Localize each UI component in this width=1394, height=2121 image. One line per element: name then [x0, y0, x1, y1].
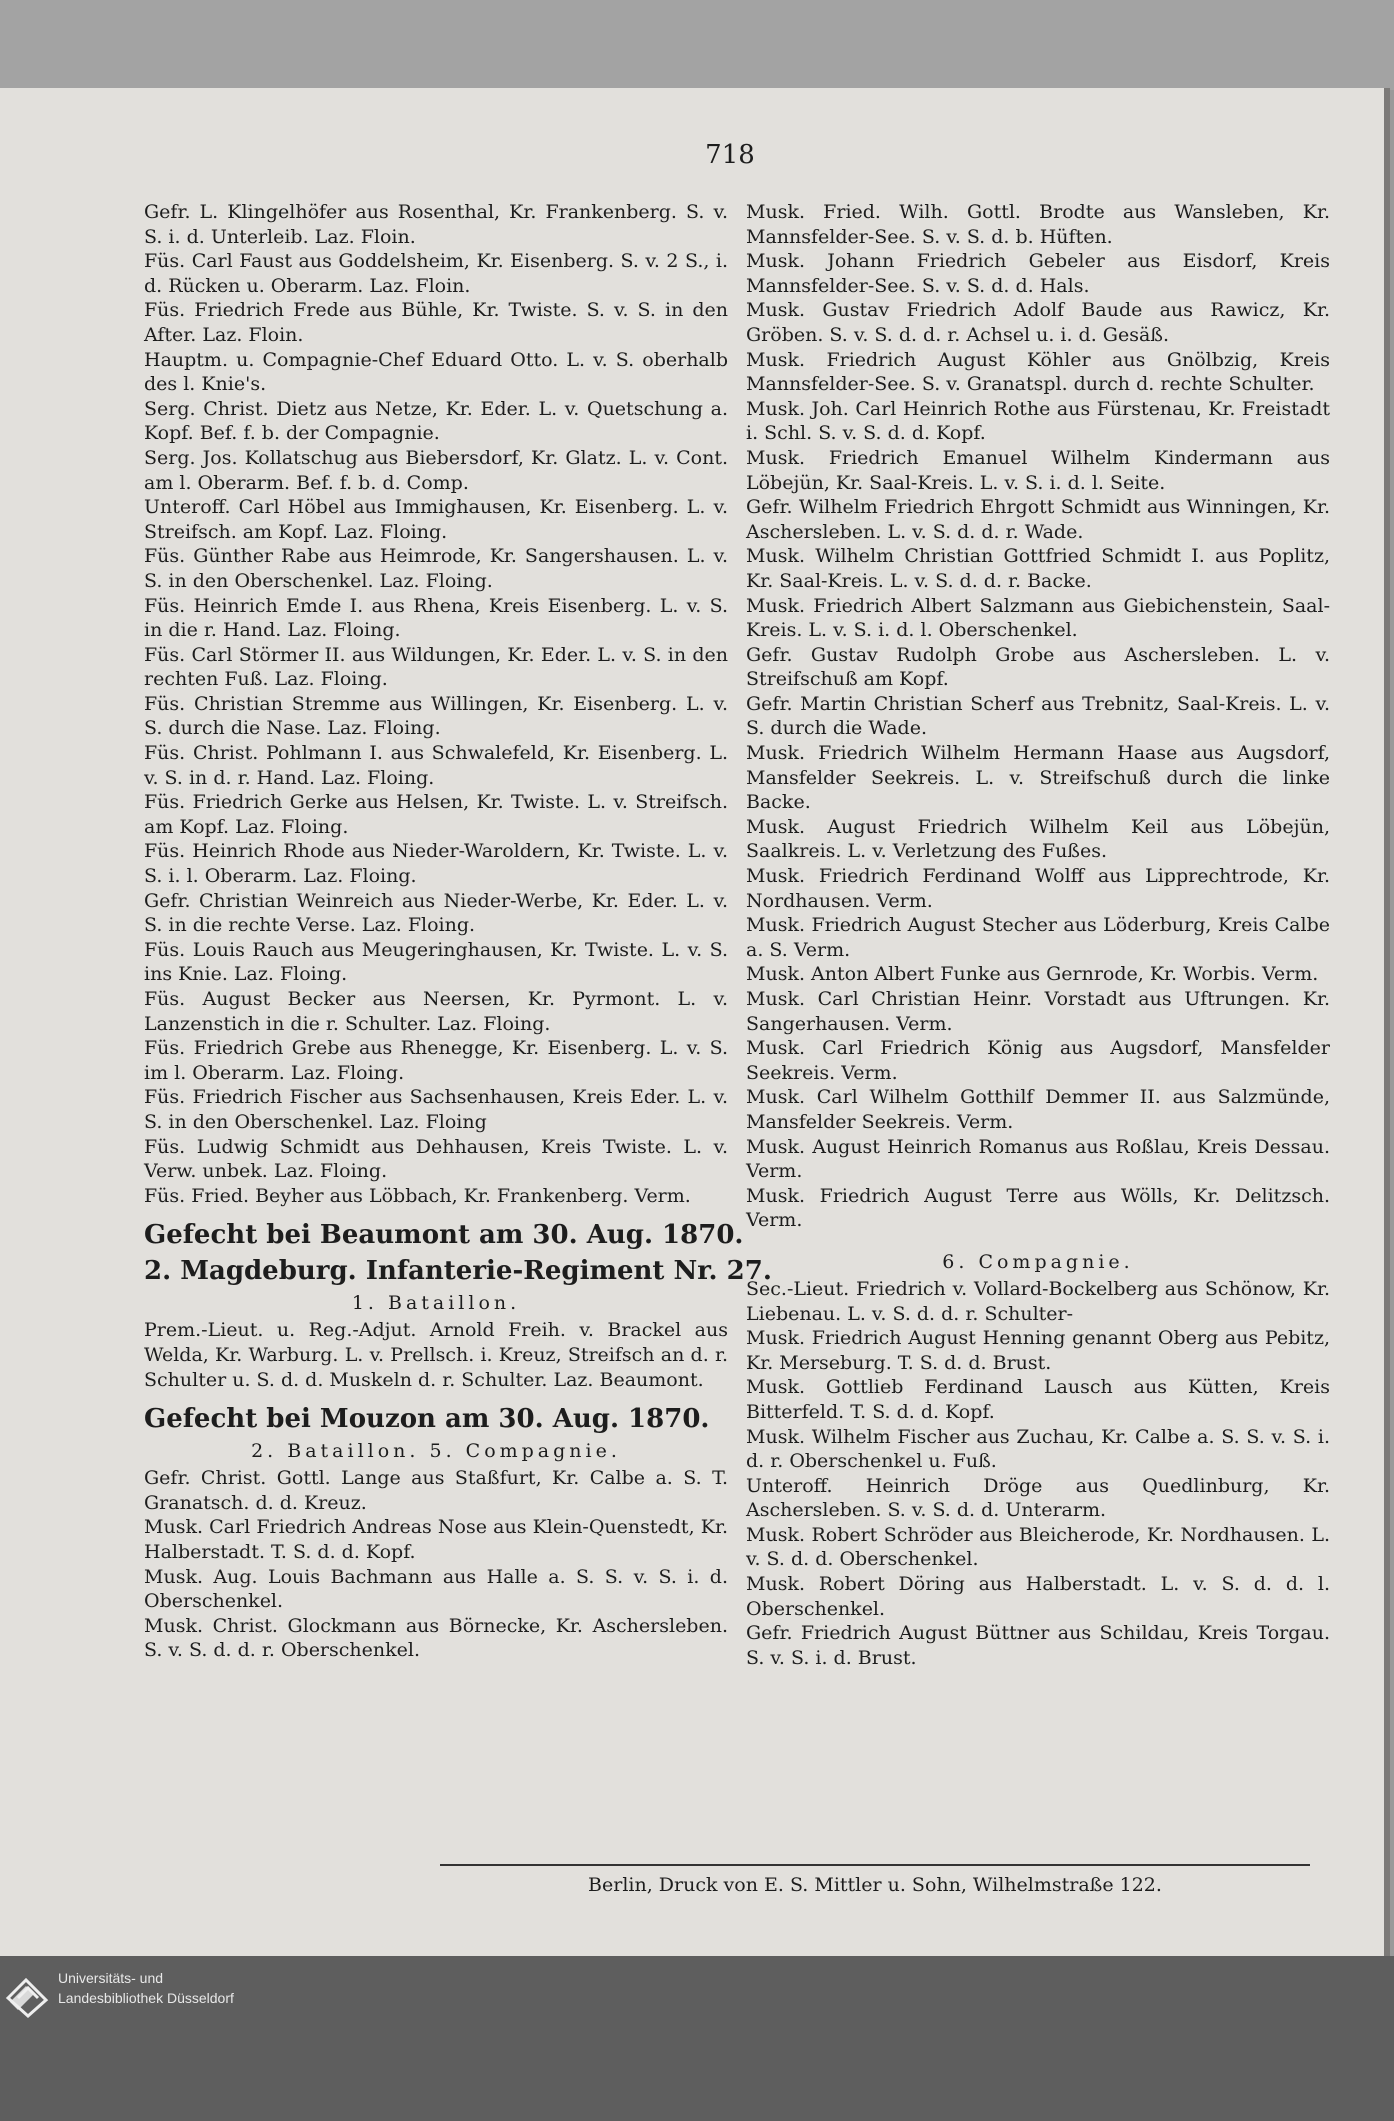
- casualty-entry: Füs. Ludwig Schmidt aus Dehhausen, Kreis Twiste. L. v. Verw. unbek. Laz. Floing.: [144, 1135, 728, 1183]
- casualty-entry: Musk. August Friedrich Wilhelm Keil aus Löbejün, Saalkreis. L. v. Verletzung des Fußes.: [746, 815, 1330, 863]
- casualty-entry: Gefr. Christian Weinreich aus Nieder-Werbe, Kr. Eder. L. v. S. in die rechte Verse. Laz. Floing.: [144, 889, 728, 937]
- casualty-entry: Unteroff. Carl Höbel aus Immighausen, Kr. Eisenberg. L. v. Streifsch. am Kopf. Laz. Floing.: [144, 496, 728, 543]
- casualty-entry: Füs. Friedrich Frede aus Bühle, Kr. Twiste. S. v. S. in den After. Laz. Floin.: [144, 299, 728, 346]
- casualty-entry: Serg. Christ. Dietz aus Netze, Kr. Eder. L. v. Quetschung a. Kopf. Bef. f. b. der Compagnie.: [144, 397, 728, 445]
- casualty-entry: Füs. Friedrich Gerke aus Helsen, Kr. Twiste. L. v. Streifsch. am Kopf. Laz. Floing.: [144, 791, 728, 838]
- page-number: 718: [705, 140, 755, 170]
- casualty-entry: Musk. Friedrich August Stecher aus Löderburg, Kreis Calbe a. S. Verm.: [746, 914, 1330, 961]
- casualty-entry: Hauptm. u. Compagnie-Chef Eduard Otto. L. v. S. oberhalb des l. Knie's.: [144, 348, 728, 396]
- casualty-entry: Füs. Günther Rabe aus Heimrode, Kr. Sangershausen. L. v. S. in den Oberschenkel. Laz. Floing.: [144, 545, 728, 592]
- casualty-entry: Musk. Friedrich Ferdinand Wolff aus Lipprechtrode, Kr. Nordhausen. Verm.: [746, 865, 1330, 912]
- casualty-entry: Füs. Heinrich Rhode aus Nieder-Waroldern, Kr. Twiste. L. v. S. i. l. Oberarm. Laz. Floing.: [144, 840, 728, 888]
- left-column: [144, 200, 772, 1663]
- left-entries-c: [144, 1466, 728, 1663]
- casualty-entry: Musk. Carl Friedrich Andreas Nose aus Klein-Quenstedt, Kr. Halberstadt. T. S. d. d. Kopf.: [144, 1516, 728, 1563]
- casualty-entry: Gefr. Friedrich August Büttner aus Schildau, Kreis Torgau. S. v. S. i. d. Brust.: [746, 1622, 1330, 1669]
- casualty-entry: Musk. Friedrich Emanuel Wilhelm Kindermann aus Löbejün, Kr. Saal-Kreis. L. v. S. i. d. l. Seite.: [746, 446, 1330, 494]
- casualty-entry: Musk. Carl Friedrich König aus Augsdorf, Mansfelder Seekreis. Verm.: [746, 1037, 1330, 1084]
- casualty-entry: Sec.-Lieut. Friedrich v. Vollard-Bockelberg aus Schönow, Kr. Liebenau. L. v. S. d. d. r. Schulter-: [746, 1277, 1330, 1325]
- casualty-entry: Musk. Johann Friedrich Gebeler aus Eisdorf, Kreis Mannsfelder-See. S. v. S. d. d. Hals.: [746, 250, 1330, 297]
- heading-regiment: 2. Magdeburg. Infanterie-Regiment Nr. 27.: [144, 1256, 772, 1287]
- casualty-entry: Musk. Anton Albert Funke aus Gernrode, Kr. Worbis. Verm.: [746, 963, 1319, 986]
- casualty-entry: Füs. Fried. Beyher aus Löbbach, Kr. Frankenberg. Verm.: [144, 1184, 691, 1207]
- footer-rule: [440, 1864, 1310, 1866]
- subheading-bataillon-1: 1. Bataillon.: [351, 1292, 521, 1315]
- library-name-line2: Landesbibliothek Düsseldorf: [58, 1990, 234, 2006]
- casualty-entry: Musk. Joh. Carl Heinrich Rothe aus Fürstenau, Kr. Freistadt i. Schl. S. v. S. d. d. Kopf.: [746, 397, 1330, 445]
- casualty-entry: Musk. Friedrich Albert Salzmann aus Giebichenstein, Saal-Kreis. L. v. S. i. d. l. Oberschenkel.: [746, 594, 1330, 642]
- casualty-entry: Gefr. L. Klingelhöfer aus Rosenthal, Kr. Frankenberg. S. v. S. i. d. Unterleib. Laz. Floin.: [144, 201, 728, 248]
- right-column: [746, 200, 1330, 1670]
- scan-bottom-band: [0, 1956, 1394, 2121]
- imprint-line: Berlin, Druck von E. S. Mittler u. Sohn, Wilhelmstraße 122.: [588, 1874, 1162, 1896]
- heading-beaumont: Gefecht bei Beaumont am 30. Aug. 1870.: [144, 1220, 744, 1251]
- casualty-entry: Gefr. Christ. Gottl. Lange aus Staßfurt, Kr. Calbe a. S. T. Granatsch. d. d. Kreuz.: [144, 1467, 728, 1514]
- library-name-line1: Universitäts- und: [58, 1970, 164, 1986]
- left-entries-a: [144, 200, 728, 1208]
- casualty-entry: Musk. Friedrich August Köhler aus Gnölbzig, Kreis Mannsfelder-See. S. v. Granatspl. durch d. rechte Schulter.: [746, 348, 1330, 396]
- casualty-entry: Musk. Friedrich August Terre aus Wölls, Kr. Delitzsch. Verm.: [746, 1184, 1330, 1232]
- subheading-compagnie-6: 6. Compagnie.: [942, 1250, 1134, 1273]
- subheading-bataillon-2: 2. Bataillon. 5. Compagnie.: [251, 1440, 621, 1463]
- casualty-entry: Füs. Heinrich Emde I. aus Rhena, Kreis Eisenberg. L. v. S. in die r. Hand. Laz. Floing.: [144, 594, 728, 642]
- casualty-entry: Musk. Carl Christian Heinr. Vorstadt aus Uftrungen. Kr. Sangerhausen. Verm.: [746, 988, 1330, 1035]
- casualty-entry: Musk. Friedrich Wilhelm Hermann Haase aus Augsdorf, Mansfelder Seekreis. L. v. Streifschuß durch die linke Backe.: [746, 742, 1330, 814]
- casualty-entry: Prem.-Lieut. u. Reg.-Adjut. Arnold Freih. v. Brackel aus Welda, Kr. Warburg. L. v. Prellsch. i. Kreuz, Streifsch an d. r. Schulter u. S. d. d. Muskeln d. r. Schulter. Laz. Beaumont.: [144, 1319, 728, 1391]
- casualty-entry: Musk. August Heinrich Romanus aus Roßlau, Kreis Dessau. Verm.: [746, 1135, 1330, 1183]
- casualty-entry: Füs. Carl Störmer II. aus Wildungen, Kr. Eder. L. v. S. in den rechten Fuß. Laz. Floing.: [144, 643, 728, 691]
- casualty-entry: Musk. Gustav Friedrich Adolf Baude aus Rawicz, Kr. Gröben. S. v. S. d. d. r. Achsel u. i. d. Gesäß.: [746, 299, 1330, 346]
- casualty-entry: Füs. Christian Stremme aus Willingen, Kr. Eisenberg. L. v. S. durch die Nase. Laz. Floing.: [144, 692, 728, 740]
- casualty-entry: Musk. Friedrich August Henning genannt Oberg aus Pebitz, Kr. Merseburg. T. S. d. d. Brust.: [746, 1327, 1330, 1374]
- casualty-entry: Musk. Robert Döring aus Halberstadt. L. v. S. d. d. l. Oberschenkel.: [746, 1573, 1330, 1620]
- casualty-entry: Musk. Wilhelm Fischer aus Zuchau, Kr. Calbe a. S. S. v. S. i. d. r. Oberschenkel u. Fuß.: [746, 1425, 1330, 1473]
- casualty-entry: Gefr. Wilhelm Friedrich Ehrgott Schmidt aus Winningen, Kr. Aschersleben. L. v. S. d. d. r. Wade.: [746, 496, 1330, 543]
- casualty-entry: Musk. Gottlieb Ferdinand Lausch aus Kütten, Kreis Bitterfeld. T. S. d. d. Kopf.: [746, 1376, 1330, 1423]
- right-entries-a: [746, 200, 1330, 1233]
- casualty-entry: Musk. Carl Wilhelm Gotthilf Demmer II. aus Salzmünde, Mansfelder Seekreis. Verm.: [746, 1086, 1330, 1133]
- left-entries-b: [144, 1318, 728, 1392]
- heading-mouzon: Gefecht bei Mouzon am 30. Aug. 1870.: [144, 1404, 710, 1435]
- ulb-logo-icon: [4, 1972, 52, 2018]
- casualty-entry: Musk. Wilhelm Christian Gottfried Schmidt I. aus Poplitz, Kr. Saal-Kreis. L. v. S. d. d. r. Backe.: [746, 545, 1330, 592]
- casualty-entry: Füs. Carl Faust aus Goddelsheim, Kr. Eisenberg. S. v. 2 S., i. d. Rücken u. Oberarm. Laz. Floin.: [144, 250, 728, 297]
- right-entries-b: [746, 1277, 1330, 1671]
- document-page: [0, 88, 1390, 1956]
- casualty-entry: Füs. August Becker aus Neersen, Kr. Pyrmont. L. v. Lanzenstich in die r. Schulter. Laz. Floing.: [144, 988, 728, 1035]
- casualty-entry: Musk. Robert Schröder aus Bleicherode, Kr. Nordhausen. L. v. S. d. d. Oberschenkel.: [746, 1523, 1330, 1571]
- casualty-entry: Musk. Aug. Louis Bachmann aus Halle a. S. S. v. S. i. d. Oberschenkel.: [144, 1565, 728, 1613]
- casualty-entry: Musk. Christ. Glockmann aus Börnecke, Kr. Aschersleben. S. v. S. d. d. r. Oberschenkel.: [144, 1614, 728, 1662]
- casualty-entry: Unteroff. Heinrich Dröge aus Quedlinburg, Kr. Aschersleben. S. v. S. d. d. Unterarm.: [746, 1474, 1330, 1522]
- casualty-entry: Serg. Jos. Kollatschug aus Biebersdorf, Kr. Glatz. L. v. Cont. am l. Oberarm. Bef. f. b. d. Comp.: [144, 446, 728, 494]
- casualty-entry: Gefr. Martin Christian Scherf aus Trebnitz, Saal-Kreis. L. v. S. durch die Wade.: [746, 692, 1330, 740]
- casualty-entry: Füs. Friedrich Fischer aus Sachsenhausen, Kreis Eder. L. v. S. in den Oberschenkel. Laz. Floing: [144, 1086, 728, 1133]
- casualty-entry: Füs. Christ. Pohlmann I. aus Schwalefeld, Kr. Eisenberg. L. v. S. in d. r. Hand. Laz. Floing.: [144, 742, 728, 789]
- scan-top-band: [0, 0, 1394, 90]
- casualty-entry: Füs. Friedrich Grebe aus Rhenegge, Kr. Eisenberg. L. v. S. im l. Oberarm. Laz. Floing.: [144, 1037, 728, 1084]
- casualty-entry: Füs. Louis Rauch aus Meugeringhausen, Kr. Twiste. L. v. S. ins Knie. Laz. Floing.: [144, 938, 728, 986]
- casualty-entry: Gefr. Gustav Rudolph Grobe aus Aschersleben. L. v. Streifschuß am Kopf.: [746, 643, 1330, 691]
- casualty-entry: Musk. Fried. Wilh. Gottl. Brodte aus Wansleben, Kr. Mannsfelder-See. S. v. S. d. b. Hüften.: [746, 201, 1330, 248]
